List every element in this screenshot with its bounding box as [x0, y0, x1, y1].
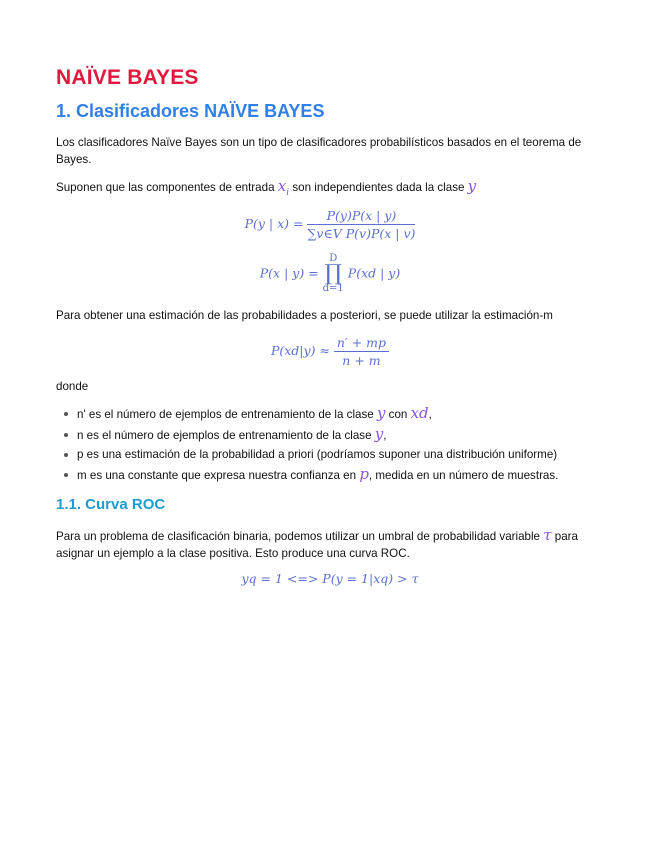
class-variable: y: [467, 177, 477, 195]
intro-paragraph: Los clasificadores Naïve Bayes son un tipo de clasificadores probabilísticos basados en el teorema de Bayes.: [56, 136, 582, 166]
list-item: p es una estimación de la probabilidad a priori (podríamos suponer una distribución uniforme): [64, 445, 604, 465]
independence-equation: P(x | y) = D ∏ d=1 P(xd | y): [259, 253, 401, 294]
independence-text-2: son independientes dada la clase: [289, 181, 468, 194]
roc-equation: yq = 1 <=> P(y = 1|xq) > τ: [241, 571, 419, 586]
list-item: m es una constante que expresa nuestra confianza en p, medida en un número de muestras.: [64, 465, 604, 486]
definitions-list: [56, 404, 604, 485]
m-estimate-equation: P(xd|y) ≈ $\frac{n' + mp}{n + m}$: [56, 335, 604, 368]
input-variable: $x_i$: [277, 177, 290, 198]
independence-text-1: Suponen que las componentes de entrada: [56, 181, 278, 194]
page-title: NAÏVE BAYES: [56, 66, 199, 89]
list-item: n' es el número de ejemplos de entrenamiento de la clase y con xd,: [64, 404, 604, 425]
donde-label: donde: [56, 380, 89, 393]
independence-paragraph: [56, 178, 604, 202]
subsection-heading: 1.1. Curva ROC: [56, 496, 166, 513]
list-item: n es el número de ejemplos de entrenamiento de la clase y,: [64, 425, 604, 446]
roc-paragraph: Para un problema de clasificación binaria, podemos utilizar un umbral de probabilidad variable τ para asignar un ejemplo a la clase positiva. Esto produce una curva ROC.: [56, 526, 578, 560]
section-heading: 1. Clasificadores NAÏVE BAYES: [56, 101, 325, 121]
bayes-equation: P(y | x) = $\frac{P(y)P(x | y)}{\text{∑v∈V P(v)P(x | v)}}$: [244, 208, 416, 241]
threshold-variable: τ: [543, 526, 552, 544]
m-estimate-paragraph: Para obtener una estimación de las probabilidades a posteriori, se puede utilizar la estimación-m: [56, 309, 553, 322]
